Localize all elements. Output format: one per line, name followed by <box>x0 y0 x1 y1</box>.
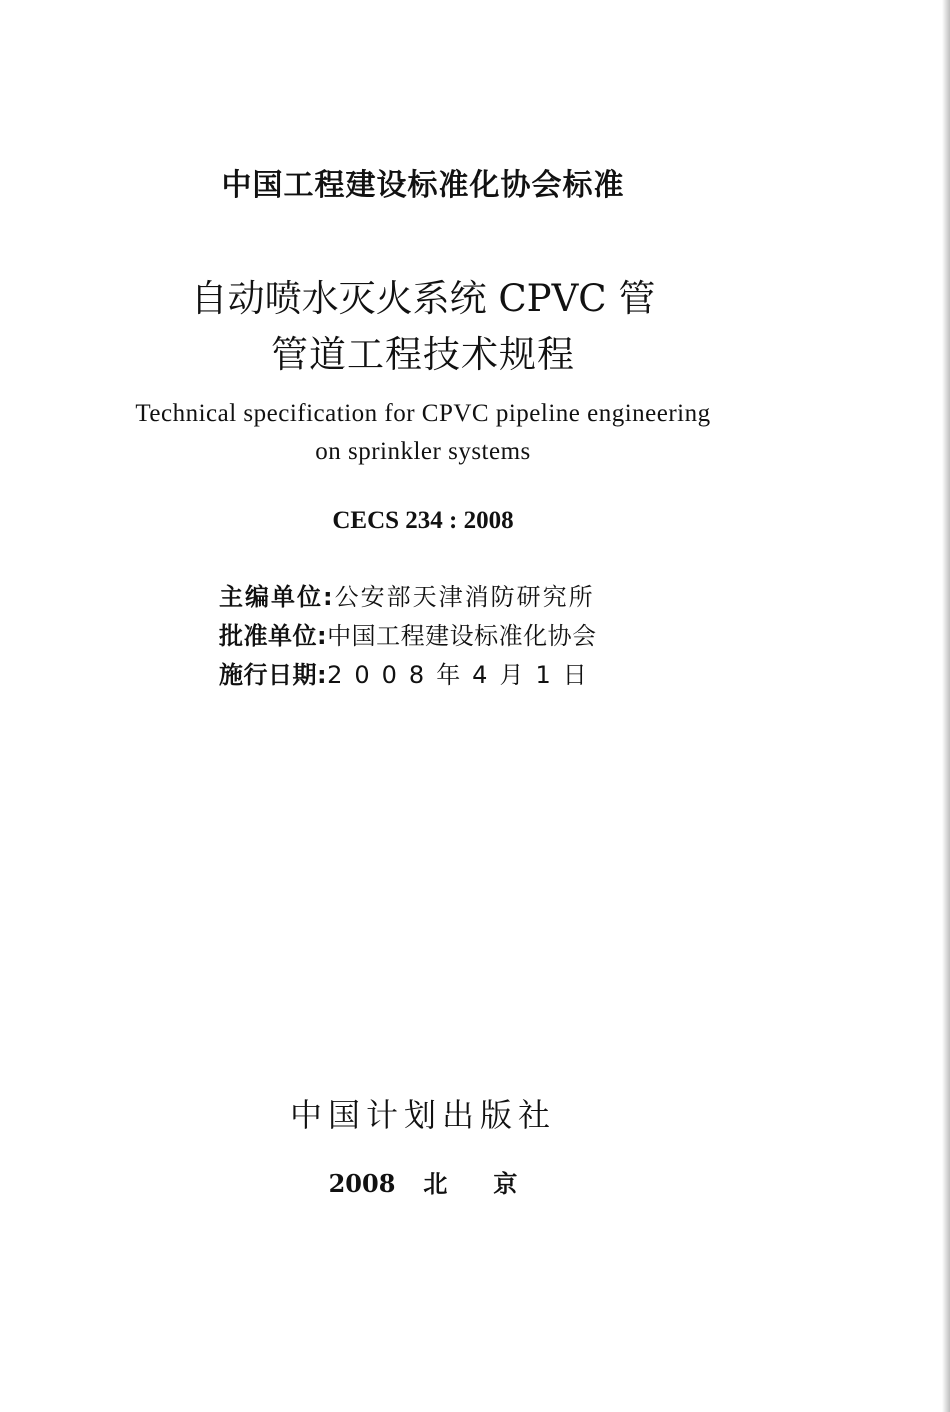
editor-unit-label: 主编单位: <box>219 583 335 611</box>
approver-unit-label: 批准单位: <box>219 622 328 650</box>
approver-unit-row <box>219 616 597 651</box>
editor-unit-value: 公安部天津消防研究所 <box>334 583 595 611</box>
effective-date-value: 2008年4月1日 <box>327 661 599 689</box>
publication-year: 2008 <box>328 1169 396 1198</box>
series-title: 中国工程建设标准化协会标准 <box>221 168 625 203</box>
effective-date-row <box>219 655 599 690</box>
page-edge-shadow <box>942 0 950 1412</box>
publication-city-2: 京 <box>493 1169 518 1198</box>
editor-unit-row <box>219 577 595 612</box>
publication-city-1: 北 <box>423 1169 448 1198</box>
publisher-name: 中国计划出版社 <box>289 1096 556 1134</box>
title-chinese-line-1: 自动喷水灭火系统 CPVC 管 <box>190 277 656 320</box>
publication-line <box>0 1164 846 1199</box>
title-english-line-1: Technical specification for CPVC pipeline engineering <box>135 400 711 427</box>
approver-unit-value: 中国工程建设标准化协会 <box>327 622 597 650</box>
title-chinese-line-2: 管道工程技术规程 <box>271 333 575 376</box>
effective-date-label: 施行日期: <box>219 661 328 689</box>
title-english-line-2: on sprinkler systems <box>315 438 531 465</box>
standard-code: CECS 234 : 2008 <box>332 507 514 534</box>
